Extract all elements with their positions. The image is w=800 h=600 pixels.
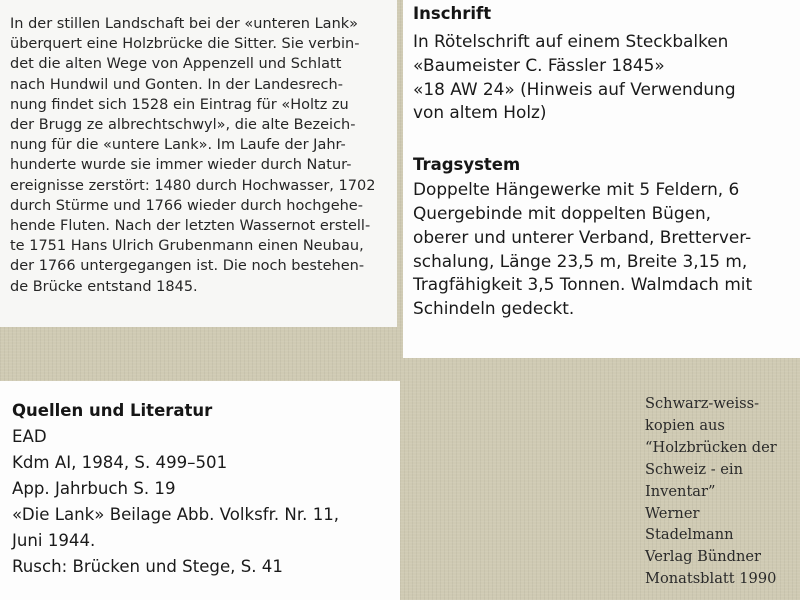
sources-panel [0,381,400,600]
credit-line: Monatsblatt 1990 [645,570,777,588]
credit-line: Schweiz - ein [645,460,743,478]
inscription-line: von altem Holz) [413,102,547,123]
inscription-heading: Inschrift [413,4,492,23]
history-line: de Brücke entstand 1845. [10,278,198,295]
structure-line: schalung, Länge 23,5 m, Breite 3,15 m, [413,250,748,271]
source-entry: Rusch: Brücken und Stege, S. 41 [12,556,283,576]
credit-line: Inventar” [645,482,716,500]
credit-note [645,393,795,590]
history-line: nung für die «untere Lank». Im Laufe der Jahr- [10,137,346,154]
history-line: nung findet sich 1528 ein Eintrag für «Holtz zu [10,96,349,113]
history-line: hende Fluten. Nach der letzten Wassernot erstell- [10,218,371,235]
history-line: nach Hundwil und Gonten. In der Landesrech- [10,76,343,93]
inscription-line: «18 AW 24» (Hinweis auf Verwendung [413,78,736,99]
history-line: det die alten Wege von Appenzell und Schlatt [10,56,342,73]
structure-heading: Tragsystem [413,155,521,175]
inscription-line: «Baumeister C. Fässler 1845» [413,54,665,75]
credit-line: Verlag Bündner [645,548,762,566]
history-line: der 1766 untergegangen ist. Die noch bestehen- [10,258,365,275]
inscription-line: In Rötelschrift auf einem Steckbalken [413,31,729,51]
source-entry: App. Jahrbuch S. 19 [12,478,176,498]
inscription-panel [403,0,800,358]
history-panel [0,0,397,327]
credit-line: kopien aus [645,416,725,434]
history-line: ereignisse zerstört: 1480 durch Hochwasser, 1702 [10,177,376,194]
history-line: In der stillen Landschaft bei der «unteren Lank» [10,16,359,32]
source-entry: «Die Lank» Beilage Abb. Volksfr. Nr. 11, [12,504,340,524]
credit-line: Schwarz-weiss- [645,395,760,412]
source-entry: Juni 1944. [12,530,96,550]
structure-line: Tragfähigkeit 3,5 Tonnen. Walmdach mit [413,274,753,295]
sources-heading: Quellen und Literatur [12,401,213,420]
structure-line: Quergebinde mit doppelten Bügen, [413,202,712,223]
history-line: durch Stürme und 1766 wieder durch hochgehe- [10,197,363,214]
structure-line: Schindeln gedeckt. [413,298,575,319]
structure-line: Doppelte Hängewerke mit 5 Feldern, 6 [413,179,740,200]
credit-line: Werner [645,504,700,522]
source-entry: Kdm AI, 1984, S. 499–501 [12,452,228,472]
history-line: überquert eine Holzbrücke die Sitter. Sie verbin- [10,36,360,53]
history-line: hunderte wurde sie immer wieder durch Natur- [10,157,352,174]
credit-line: Stadelmann [645,526,734,544]
history-line: der Brugg ze albrechtschwyl», die alte Bezeich- [10,117,356,134]
credit-line: “Holzbrücken der [645,438,777,456]
structure-line: oberer und unterer Verband, Bretterver- [413,226,752,247]
history-line: te 1751 Hans Ulrich Grubenmann einen Neubau, [10,238,364,255]
source-entry: EAD [12,427,47,446]
